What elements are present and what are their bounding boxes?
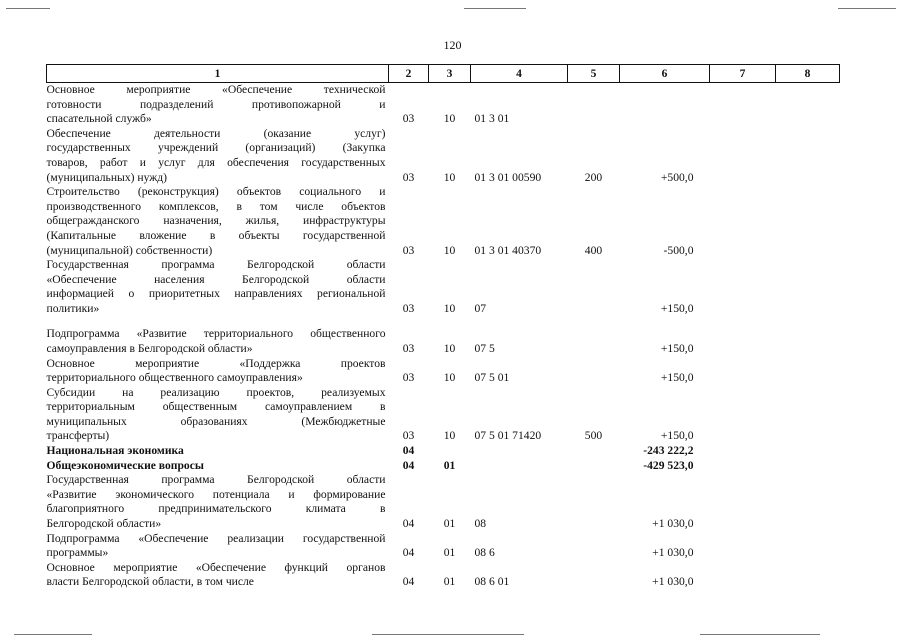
expense-type-code: 500 bbox=[584, 429, 603, 443]
amount-value: +1 030,0 bbox=[652, 575, 694, 589]
expense-type-code bbox=[568, 473, 620, 531]
expense-type-code bbox=[568, 317, 620, 357]
table-row bbox=[47, 83, 840, 127]
table-row bbox=[47, 459, 840, 474]
header-col-2: 2 bbox=[389, 65, 429, 83]
header-col-1: 1 bbox=[47, 65, 389, 83]
table-row bbox=[47, 532, 840, 561]
description-line: государственных учреждений (организаций) (Закупка bbox=[46, 141, 386, 155]
column-8-value bbox=[776, 127, 840, 185]
description-line: (муниципальных) нужд) bbox=[46, 170, 168, 184]
description-line: «Развитие экономического потенциала и формирование bbox=[46, 487, 386, 501]
target-article-code: 07 5 01 71420 bbox=[474, 429, 542, 443]
table-row bbox=[47, 444, 840, 459]
target-article-code: 01 3 01 bbox=[474, 112, 510, 126]
subsection-code: 10 bbox=[443, 243, 456, 257]
target-article-code: 01 3 01 00590 bbox=[474, 170, 542, 184]
description-line: самоуправления в Белгородской области» bbox=[46, 341, 253, 355]
section-code: 03 bbox=[402, 301, 415, 315]
table-row bbox=[47, 561, 840, 590]
header-col-5: 5 bbox=[568, 65, 620, 83]
expense-type-code bbox=[568, 459, 620, 474]
section-code: 03 bbox=[402, 112, 415, 126]
subsection-code: 01 bbox=[443, 458, 456, 472]
description-line: Подпрограмма «Обеспечение реализации государственной bbox=[46, 531, 386, 545]
table-row bbox=[47, 386, 840, 444]
description-line: товаров, работ и услуг для обеспечения государственных bbox=[46, 155, 386, 169]
row-description bbox=[47, 258, 389, 316]
target-article-code bbox=[471, 459, 568, 474]
table-row bbox=[47, 357, 840, 386]
column-8-value bbox=[776, 386, 840, 444]
section-code: 04 bbox=[402, 546, 415, 560]
row-description bbox=[47, 317, 389, 357]
amount-value: -429 523,0 bbox=[643, 458, 694, 472]
column-8-value bbox=[776, 83, 840, 127]
amount-value: +150,0 bbox=[660, 301, 694, 315]
description-line: власти Белгородской области, в том числе bbox=[46, 575, 254, 589]
description-line: Общеэкономические вопросы bbox=[46, 458, 204, 472]
description-line: благоприятного предпринимательского климата в bbox=[46, 502, 386, 516]
column-7-value bbox=[710, 444, 776, 459]
row-description bbox=[47, 83, 389, 127]
column-8-value bbox=[776, 185, 840, 258]
bottom-rule-mid bbox=[372, 634, 524, 635]
description-line: Обеспечение деятельности (оказание услуг) bbox=[46, 126, 386, 140]
description-line: трансферты) bbox=[46, 429, 110, 443]
description-line: территориального общественного самоуправления» bbox=[46, 371, 303, 385]
target-article-code: 01 3 01 40370 bbox=[474, 243, 542, 257]
description-line: Подпрограмма «Развитие территориального общественного bbox=[46, 327, 386, 341]
column-7-value bbox=[710, 386, 776, 444]
column-7-value bbox=[710, 561, 776, 590]
column-7-value bbox=[710, 258, 776, 316]
amount-value: +500,0 bbox=[660, 170, 694, 184]
target-article-code: 08 6 bbox=[474, 546, 495, 560]
bottom-rule-left bbox=[14, 634, 92, 635]
table-row bbox=[47, 185, 840, 258]
top-rule-left bbox=[6, 8, 50, 9]
description-line: (Капитальные вложение в объекты государственной bbox=[46, 228, 386, 242]
column-7-value bbox=[710, 317, 776, 357]
description-line: программы» bbox=[46, 546, 109, 560]
expense-type-code: 400 bbox=[584, 243, 603, 257]
row-description bbox=[47, 444, 389, 459]
column-7-value bbox=[710, 532, 776, 561]
row-description bbox=[47, 185, 389, 258]
column-8-value bbox=[776, 317, 840, 357]
subsection-code: 10 bbox=[443, 371, 456, 385]
column-7-value bbox=[710, 459, 776, 474]
amount-value: +150,0 bbox=[660, 371, 694, 385]
target-article-code: 08 bbox=[474, 517, 487, 531]
description-line: «Обеспечение населения Белгородской области bbox=[46, 272, 386, 286]
column-7-value bbox=[710, 127, 776, 185]
description-line: Строительство (реконструкция) объектов социального и bbox=[46, 185, 386, 199]
target-article-code: 08 6 01 bbox=[474, 575, 510, 589]
description-line: Государственная программа Белгородской области bbox=[46, 258, 386, 272]
subsection-code: 10 bbox=[443, 429, 456, 443]
description-line: Белгородской области» bbox=[46, 517, 162, 531]
amount-value: +150,0 bbox=[660, 429, 694, 443]
table-row bbox=[47, 473, 840, 531]
expense-type-code bbox=[568, 444, 620, 459]
description-line: Основное мероприятие «Поддержка проектов bbox=[46, 356, 386, 370]
amount-value: -243 222,2 bbox=[643, 444, 694, 458]
expense-type-code bbox=[568, 532, 620, 561]
section-code: 04 bbox=[402, 517, 415, 531]
row-description bbox=[47, 532, 389, 561]
subsection-code: 10 bbox=[443, 112, 456, 126]
target-article-code: 07 5 01 bbox=[474, 371, 510, 385]
target-article-code: 07 5 bbox=[474, 341, 495, 355]
header-col-3: 3 bbox=[429, 65, 471, 83]
amount-value: -500,0 bbox=[663, 243, 694, 257]
column-7-value bbox=[710, 185, 776, 258]
description-line: Государственная программа Белгородской области bbox=[46, 473, 386, 487]
row-description bbox=[47, 357, 389, 386]
description-line: общегражданского назначения, жилья, инфраструктуры bbox=[46, 214, 386, 228]
amount-value: +1 030,0 bbox=[652, 517, 694, 531]
description-line: информацией о приоритетных направлениях региональной bbox=[46, 287, 386, 301]
expense-type-code bbox=[568, 258, 620, 316]
description-line: Основное мероприятие «Обеспечение функций органов bbox=[46, 560, 386, 574]
table-row bbox=[47, 258, 840, 316]
column-8-value bbox=[776, 561, 840, 590]
section-code: 04 bbox=[402, 444, 415, 458]
section-code: 03 bbox=[402, 243, 415, 257]
column-8-value bbox=[776, 444, 840, 459]
subsection-code: 10 bbox=[443, 341, 456, 355]
description-line: Национальная экономика bbox=[46, 444, 184, 458]
amount-value: +150,0 bbox=[660, 341, 694, 355]
column-7-value bbox=[710, 473, 776, 531]
column-8-value bbox=[776, 532, 840, 561]
column-7-value bbox=[710, 83, 776, 127]
section-code: 03 bbox=[402, 429, 415, 443]
row-description bbox=[47, 127, 389, 185]
header-col-7: 7 bbox=[710, 65, 776, 83]
section-code: 04 bbox=[402, 575, 415, 589]
row-description bbox=[47, 459, 389, 474]
column-8-value bbox=[776, 357, 840, 386]
description-line: Субсидии на реализацию проектов, реализуемых bbox=[46, 385, 386, 399]
description-line: готовности подразделений противопожарной и bbox=[46, 97, 386, 111]
table-row bbox=[47, 317, 840, 357]
subsection-code bbox=[429, 444, 471, 459]
top-rule-middle bbox=[464, 8, 526, 9]
section-code: 04 bbox=[402, 458, 415, 472]
description-line: спасательной служб» bbox=[46, 112, 152, 126]
column-8-value bbox=[776, 473, 840, 531]
subsection-code: 10 bbox=[443, 301, 456, 315]
row-description bbox=[47, 473, 389, 531]
description-line: Основное мероприятие «Обеспечение технической bbox=[46, 83, 386, 96]
subsection-code: 01 bbox=[443, 546, 456, 560]
description-line: политики» bbox=[46, 301, 100, 315]
page-number: 120 bbox=[443, 38, 462, 52]
column-8-value bbox=[776, 459, 840, 474]
column-7-value bbox=[710, 357, 776, 386]
amount-value: +1 030,0 bbox=[652, 546, 694, 560]
expense-type-code bbox=[568, 561, 620, 590]
column-8-value bbox=[776, 258, 840, 316]
expense-type-code: 200 bbox=[584, 170, 603, 184]
row-description bbox=[47, 561, 389, 590]
bottom-rule-right bbox=[700, 634, 820, 635]
description-line: территориальным общественным самоуправлением в bbox=[46, 400, 386, 414]
section-code: 03 bbox=[402, 371, 415, 385]
target-article-code bbox=[471, 444, 568, 459]
expense-type-code bbox=[568, 357, 620, 386]
budget-table bbox=[46, 64, 840, 590]
top-rule-right bbox=[838, 8, 896, 9]
header-row bbox=[47, 65, 840, 83]
subsection-code: 01 bbox=[443, 575, 456, 589]
description-line: муниципальных образованиях (Межбюджетные bbox=[46, 414, 386, 428]
subsection-code: 10 bbox=[443, 170, 456, 184]
section-code: 03 bbox=[402, 341, 415, 355]
description-line: (муниципальной) собственности) bbox=[46, 243, 213, 257]
expense-type-code bbox=[568, 83, 620, 127]
target-article-code: 07 bbox=[474, 301, 487, 315]
section-code: 03 bbox=[402, 170, 415, 184]
header-col-8: 8 bbox=[776, 65, 840, 83]
description-line: производственного комплексов, в том числе объектов bbox=[46, 199, 386, 213]
row-description bbox=[47, 386, 389, 444]
table-row bbox=[47, 127, 840, 185]
header-col-4: 4 bbox=[471, 65, 568, 83]
header-col-6: 6 bbox=[620, 65, 710, 83]
subsection-code: 01 bbox=[443, 517, 456, 531]
amount-value bbox=[620, 83, 710, 127]
